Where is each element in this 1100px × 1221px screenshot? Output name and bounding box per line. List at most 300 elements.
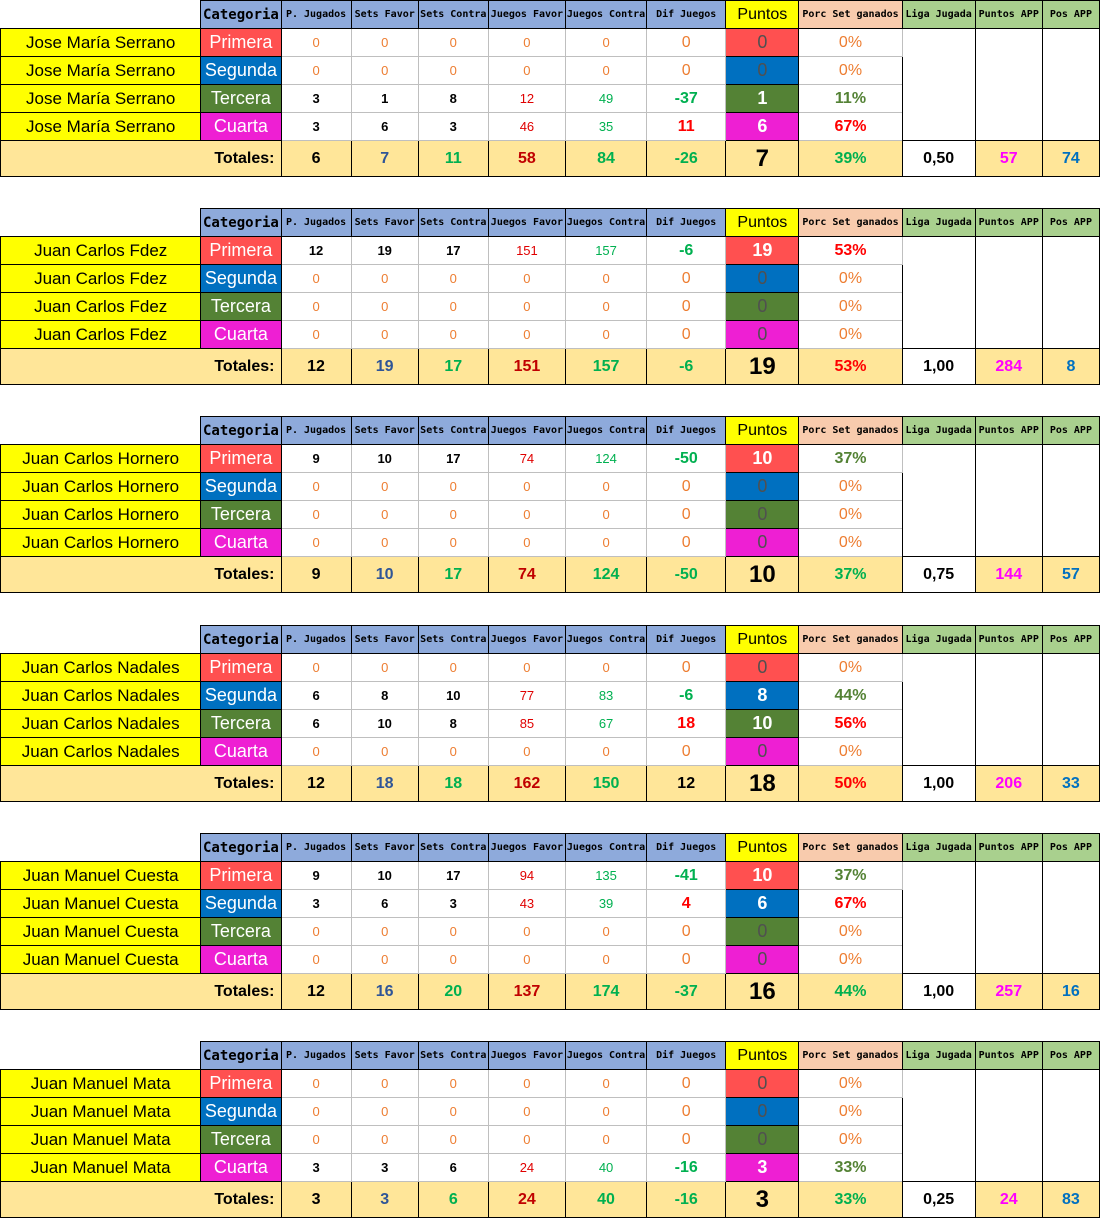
total-jc[interactable]: 157 xyxy=(565,349,646,385)
empty-cell-liga[interactable] xyxy=(902,862,975,974)
cell-pj[interactable]: 0 xyxy=(281,57,351,85)
player-name-cell[interactable]: Juan Manuel Mata xyxy=(1,1098,201,1126)
category-cell[interactable]: Tercera xyxy=(201,293,281,321)
cell-dif[interactable]: -6 xyxy=(647,237,726,265)
cell-dif[interactable]: 0 xyxy=(647,501,726,529)
total-papp[interactable]: 144 xyxy=(975,557,1042,593)
cell-dif[interactable]: 0 xyxy=(647,529,726,557)
cell-pts[interactable]: 0 xyxy=(726,265,799,293)
cell-jf[interactable]: 0 xyxy=(488,946,565,974)
cell-pj[interactable]: 9 xyxy=(281,445,351,473)
cell-jf[interactable]: 0 xyxy=(488,473,565,501)
cell-pts[interactable]: 6 xyxy=(726,890,799,918)
total-pj[interactable]: 9 xyxy=(281,557,351,593)
cell-jc[interactable]: 157 xyxy=(565,237,646,265)
cell-sf[interactable]: 0 xyxy=(351,946,418,974)
cell-pj[interactable]: 0 xyxy=(281,918,351,946)
cell-jf[interactable]: 0 xyxy=(488,918,565,946)
cell-pts[interactable]: 0 xyxy=(726,918,799,946)
total-jc[interactable]: 124 xyxy=(565,557,646,593)
total-jf[interactable]: 24 xyxy=(488,1182,565,1218)
total-pj[interactable]: 3 xyxy=(281,1182,351,1218)
category-cell[interactable]: Cuarta xyxy=(201,113,281,141)
cell-jc[interactable]: 35 xyxy=(565,113,646,141)
player-name-cell[interactable]: Juan Manuel Mata xyxy=(1,1154,201,1182)
cell-jf[interactable]: 0 xyxy=(488,654,565,682)
cell-pct[interactable]: 0% xyxy=(799,946,902,974)
player-name-cell[interactable]: Juan Manuel Mata xyxy=(1,1070,201,1098)
total-sf[interactable]: 19 xyxy=(351,349,418,385)
category-cell[interactable]: Segunda xyxy=(201,682,281,710)
cell-pj[interactable]: 0 xyxy=(281,293,351,321)
cell-pct[interactable]: 0% xyxy=(799,1126,902,1154)
total-liga[interactable]: 0,25 xyxy=(902,1182,975,1218)
cell-pct[interactable]: 0% xyxy=(799,57,902,85)
cell-pj[interactable]: 0 xyxy=(281,1098,351,1126)
category-cell[interactable]: Primera xyxy=(201,1070,281,1098)
cell-pts[interactable]: 0 xyxy=(726,1070,799,1098)
cell-jf[interactable]: 24 xyxy=(488,1154,565,1182)
player-name-cell[interactable]: Juan Carlos Fdez xyxy=(1,321,201,349)
total-dif[interactable]: -16 xyxy=(647,1182,726,1218)
empty-cell-pos[interactable] xyxy=(1042,862,1099,974)
category-cell[interactable]: Tercera xyxy=(201,710,281,738)
cell-pts[interactable]: 3 xyxy=(726,1154,799,1182)
empty-cell-liga[interactable] xyxy=(902,29,975,141)
cell-pj[interactable]: 0 xyxy=(281,946,351,974)
player-name-cell[interactable]: Juan Manuel Mata xyxy=(1,1126,201,1154)
total-jc[interactable]: 174 xyxy=(565,974,646,1010)
cell-pj[interactable]: 3 xyxy=(281,890,351,918)
total-sc[interactable]: 17 xyxy=(418,557,488,593)
cell-dif[interactable]: 0 xyxy=(647,57,726,85)
cell-dif[interactable]: 0 xyxy=(647,738,726,766)
total-papp[interactable]: 57 xyxy=(975,141,1042,177)
cell-pct[interactable]: 0% xyxy=(799,293,902,321)
cell-jc[interactable]: 0 xyxy=(565,1126,646,1154)
cell-pj[interactable]: 0 xyxy=(281,473,351,501)
cell-jf[interactable]: 0 xyxy=(488,265,565,293)
cell-jf[interactable]: 0 xyxy=(488,29,565,57)
total-pct[interactable]: 50% xyxy=(799,766,902,802)
cell-pct[interactable]: 0% xyxy=(799,473,902,501)
cell-pj[interactable]: 0 xyxy=(281,1070,351,1098)
total-dif[interactable]: -26 xyxy=(647,141,726,177)
total-jc[interactable]: 84 xyxy=(565,141,646,177)
cell-sc[interactable]: 0 xyxy=(418,473,488,501)
total-liga[interactable]: 1,00 xyxy=(902,349,975,385)
total-pct[interactable]: 39% xyxy=(799,141,902,177)
cell-jc[interactable]: 0 xyxy=(565,1098,646,1126)
cell-sc[interactable]: 17 xyxy=(418,237,488,265)
cell-jc[interactable]: 0 xyxy=(565,501,646,529)
cell-sc[interactable]: 0 xyxy=(418,738,488,766)
player-name-cell[interactable]: Juan Carlos Nadales xyxy=(1,738,201,766)
cell-pj[interactable]: 9 xyxy=(281,862,351,890)
total-jf[interactable]: 58 xyxy=(488,141,565,177)
cell-jc[interactable]: 0 xyxy=(565,946,646,974)
total-pct[interactable]: 33% xyxy=(799,1182,902,1218)
cell-pts[interactable]: 10 xyxy=(726,862,799,890)
cell-pct[interactable]: 67% xyxy=(799,890,902,918)
category-cell[interactable]: Cuarta xyxy=(201,738,281,766)
total-pj[interactable]: 12 xyxy=(281,974,351,1010)
total-dif[interactable]: 12 xyxy=(647,766,726,802)
category-cell[interactable]: Segunda xyxy=(201,57,281,85)
cell-sc[interactable]: 3 xyxy=(418,113,488,141)
cell-pts[interactable]: 10 xyxy=(726,710,799,738)
total-pj[interactable]: 6 xyxy=(281,141,351,177)
cell-sf[interactable]: 10 xyxy=(351,445,418,473)
cell-dif[interactable]: -16 xyxy=(647,1154,726,1182)
cell-sc[interactable]: 0 xyxy=(418,321,488,349)
cell-pts[interactable]: 0 xyxy=(726,1126,799,1154)
cell-pj[interactable]: 0 xyxy=(281,265,351,293)
total-sf[interactable]: 18 xyxy=(351,766,418,802)
player-name-cell[interactable]: Juan Carlos Nadales xyxy=(1,654,201,682)
cell-jc[interactable]: 0 xyxy=(565,738,646,766)
cell-pct[interactable]: 53% xyxy=(799,237,902,265)
cell-pj[interactable]: 0 xyxy=(281,529,351,557)
empty-cell-papp[interactable] xyxy=(975,29,1042,141)
cell-jf[interactable]: 12 xyxy=(488,85,565,113)
cell-pts[interactable]: 0 xyxy=(726,738,799,766)
cell-pts[interactable]: 0 xyxy=(726,654,799,682)
cell-jf[interactable]: 0 xyxy=(488,321,565,349)
category-cell[interactable]: Tercera xyxy=(201,918,281,946)
cell-jf[interactable]: 94 xyxy=(488,862,565,890)
cell-jc[interactable]: 0 xyxy=(565,654,646,682)
total-sc[interactable]: 11 xyxy=(418,141,488,177)
player-name-cell[interactable]: Juan Carlos Nadales xyxy=(1,710,201,738)
total-pos[interactable]: 74 xyxy=(1042,141,1099,177)
empty-cell-pos[interactable] xyxy=(1042,654,1099,766)
player-name-cell[interactable]: Jose María Serrano xyxy=(1,57,201,85)
category-cell[interactable]: Cuarta xyxy=(201,1154,281,1182)
cell-sf[interactable]: 0 xyxy=(351,29,418,57)
total-pct[interactable]: 37% xyxy=(799,557,902,593)
cell-sc[interactable]: 17 xyxy=(418,862,488,890)
total-sc[interactable]: 20 xyxy=(418,974,488,1010)
cell-jf[interactable]: 46 xyxy=(488,113,565,141)
total-pct[interactable]: 53% xyxy=(799,349,902,385)
cell-dif[interactable]: 0 xyxy=(647,321,726,349)
cell-pts[interactable]: 0 xyxy=(726,321,799,349)
cell-sc[interactable]: 0 xyxy=(418,29,488,57)
cell-jc[interactable]: 0 xyxy=(565,473,646,501)
cell-dif[interactable]: -50 xyxy=(647,445,726,473)
cell-sc[interactable]: 3 xyxy=(418,890,488,918)
cell-jc[interactable]: 0 xyxy=(565,293,646,321)
empty-cell-pos[interactable] xyxy=(1042,29,1099,141)
cell-dif[interactable]: 0 xyxy=(647,1098,726,1126)
cell-pts[interactable]: 0 xyxy=(726,946,799,974)
empty-cell-liga[interactable] xyxy=(902,237,975,349)
cell-dif[interactable]: -37 xyxy=(647,85,726,113)
category-cell[interactable]: Primera xyxy=(201,654,281,682)
cell-dif[interactable]: 18 xyxy=(647,710,726,738)
cell-pct[interactable]: 37% xyxy=(799,862,902,890)
cell-dif[interactable]: 0 xyxy=(647,654,726,682)
cell-pts[interactable]: 0 xyxy=(726,529,799,557)
cell-sf[interactable]: 0 xyxy=(351,654,418,682)
total-sc[interactable]: 17 xyxy=(418,349,488,385)
cell-pct[interactable]: 33% xyxy=(799,1154,902,1182)
total-pts[interactable]: 3 xyxy=(726,1182,799,1218)
total-liga[interactable]: 1,00 xyxy=(902,974,975,1010)
cell-pct[interactable]: 0% xyxy=(799,738,902,766)
cell-pj[interactable]: 0 xyxy=(281,1126,351,1154)
cell-pts[interactable]: 10 xyxy=(726,445,799,473)
cell-pct[interactable]: 0% xyxy=(799,501,902,529)
cell-sf[interactable]: 6 xyxy=(351,890,418,918)
cell-sc[interactable]: 17 xyxy=(418,445,488,473)
cell-sf[interactable]: 10 xyxy=(351,710,418,738)
cell-pct[interactable]: 11% xyxy=(799,85,902,113)
total-jf[interactable]: 151 xyxy=(488,349,565,385)
cell-sf[interactable]: 6 xyxy=(351,113,418,141)
category-cell[interactable]: Primera xyxy=(201,445,281,473)
total-sf[interactable]: 16 xyxy=(351,974,418,1010)
category-cell[interactable]: Segunda xyxy=(201,890,281,918)
total-jc[interactable]: 40 xyxy=(565,1182,646,1218)
player-name-cell[interactable]: Juan Carlos Hornero xyxy=(1,501,201,529)
total-liga[interactable]: 0,50 xyxy=(902,141,975,177)
cell-sc[interactable]: 0 xyxy=(418,501,488,529)
cell-jf[interactable]: 0 xyxy=(488,57,565,85)
cell-sf[interactable]: 0 xyxy=(351,473,418,501)
cell-sc[interactable]: 0 xyxy=(418,265,488,293)
total-dif[interactable]: -37 xyxy=(647,974,726,1010)
category-cell[interactable]: Primera xyxy=(201,237,281,265)
cell-jc[interactable]: 0 xyxy=(565,918,646,946)
cell-sc[interactable]: 0 xyxy=(418,946,488,974)
cell-sf[interactable]: 19 xyxy=(351,237,418,265)
cell-sf[interactable]: 0 xyxy=(351,738,418,766)
total-pts[interactable]: 19 xyxy=(726,349,799,385)
cell-pj[interactable]: 3 xyxy=(281,113,351,141)
cell-pct[interactable]: 56% xyxy=(799,710,902,738)
player-name-cell[interactable]: Juan Carlos Nadales xyxy=(1,682,201,710)
total-liga[interactable]: 0,75 xyxy=(902,557,975,593)
empty-cell-liga[interactable] xyxy=(902,445,975,557)
cell-pts[interactable]: 0 xyxy=(726,293,799,321)
empty-cell-pos[interactable] xyxy=(1042,445,1099,557)
cell-pts[interactable]: 1 xyxy=(726,85,799,113)
cell-pct[interactable]: 0% xyxy=(799,1070,902,1098)
empty-cell-pos[interactable] xyxy=(1042,1070,1099,1182)
player-name-cell[interactable]: Juan Carlos Fdez xyxy=(1,237,201,265)
cell-pct[interactable]: 0% xyxy=(799,918,902,946)
category-cell[interactable]: Cuarta xyxy=(201,529,281,557)
total-pts[interactable]: 7 xyxy=(726,141,799,177)
cell-sc[interactable]: 10 xyxy=(418,682,488,710)
cell-dif[interactable]: 0 xyxy=(647,473,726,501)
cell-sc[interactable]: 6 xyxy=(418,1154,488,1182)
cell-sf[interactable]: 3 xyxy=(351,1154,418,1182)
category-cell[interactable]: Tercera xyxy=(201,85,281,113)
category-cell[interactable]: Primera xyxy=(201,29,281,57)
cell-sf[interactable]: 0 xyxy=(351,918,418,946)
total-papp[interactable]: 24 xyxy=(975,1182,1042,1218)
total-sc[interactable]: 18 xyxy=(418,766,488,802)
category-cell[interactable]: Cuarta xyxy=(201,946,281,974)
cell-pj[interactable]: 0 xyxy=(281,29,351,57)
cell-sc[interactable]: 0 xyxy=(418,1070,488,1098)
cell-sf[interactable]: 0 xyxy=(351,1070,418,1098)
empty-cell-liga[interactable] xyxy=(902,1070,975,1182)
player-name-cell[interactable]: Juan Manuel Cuesta xyxy=(1,946,201,974)
cell-jf[interactable]: 0 xyxy=(488,1070,565,1098)
total-papp[interactable]: 257 xyxy=(975,974,1042,1010)
cell-dif[interactable]: -6 xyxy=(647,682,726,710)
cell-pts[interactable]: 0 xyxy=(726,57,799,85)
cell-sf[interactable]: 0 xyxy=(351,501,418,529)
empty-cell-papp[interactable] xyxy=(975,237,1042,349)
cell-sc[interactable]: 0 xyxy=(418,293,488,321)
player-name-cell[interactable]: Jose María Serrano xyxy=(1,85,201,113)
player-name-cell[interactable]: Juan Carlos Fdez xyxy=(1,265,201,293)
cell-sf[interactable]: 0 xyxy=(351,293,418,321)
cell-sc[interactable]: 0 xyxy=(418,1126,488,1154)
cell-pts[interactable]: 6 xyxy=(726,113,799,141)
total-papp[interactable]: 206 xyxy=(975,766,1042,802)
cell-jc[interactable]: 67 xyxy=(565,710,646,738)
cell-sf[interactable]: 1 xyxy=(351,85,418,113)
cell-jc[interactable]: 40 xyxy=(565,1154,646,1182)
player-name-cell[interactable]: Juan Carlos Hornero xyxy=(1,529,201,557)
category-cell[interactable]: Tercera xyxy=(201,501,281,529)
cell-pct[interactable]: 0% xyxy=(799,29,902,57)
cell-pct[interactable]: 0% xyxy=(799,321,902,349)
total-dif[interactable]: -6 xyxy=(647,349,726,385)
total-pos[interactable]: 33 xyxy=(1042,766,1099,802)
player-name-cell[interactable]: Juan Manuel Cuesta xyxy=(1,862,201,890)
cell-pct[interactable]: 0% xyxy=(799,529,902,557)
cell-jc[interactable]: 83 xyxy=(565,682,646,710)
empty-cell-papp[interactable] xyxy=(975,445,1042,557)
empty-cell-papp[interactable] xyxy=(975,862,1042,974)
cell-pts[interactable]: 0 xyxy=(726,501,799,529)
cell-jc[interactable]: 0 xyxy=(565,57,646,85)
cell-jc[interactable]: 39 xyxy=(565,890,646,918)
cell-pj[interactable]: 6 xyxy=(281,710,351,738)
total-jc[interactable]: 150 xyxy=(565,766,646,802)
cell-pts[interactable]: 0 xyxy=(726,473,799,501)
cell-pj[interactable]: 0 xyxy=(281,738,351,766)
cell-jc[interactable]: 0 xyxy=(565,1070,646,1098)
total-dif[interactable]: -50 xyxy=(647,557,726,593)
total-pos[interactable]: 57 xyxy=(1042,557,1099,593)
total-pts[interactable]: 10 xyxy=(726,557,799,593)
cell-sc[interactable]: 0 xyxy=(418,529,488,557)
cell-pct[interactable]: 0% xyxy=(799,265,902,293)
total-pos[interactable]: 16 xyxy=(1042,974,1099,1010)
cell-jf[interactable]: 0 xyxy=(488,1098,565,1126)
empty-cell-papp[interactable] xyxy=(975,654,1042,766)
cell-pj[interactable]: 12 xyxy=(281,237,351,265)
cell-dif[interactable]: 4 xyxy=(647,890,726,918)
total-sf[interactable]: 3 xyxy=(351,1182,418,1218)
cell-pj[interactable]: 0 xyxy=(281,654,351,682)
cell-sf[interactable]: 0 xyxy=(351,321,418,349)
cell-sc[interactable]: 0 xyxy=(418,918,488,946)
cell-jf[interactable]: 0 xyxy=(488,738,565,766)
cell-dif[interactable]: -41 xyxy=(647,862,726,890)
cell-sf[interactable]: 0 xyxy=(351,57,418,85)
cell-jf[interactable]: 43 xyxy=(488,890,565,918)
total-pj[interactable]: 12 xyxy=(281,766,351,802)
cell-dif[interactable]: 0 xyxy=(647,293,726,321)
total-jf[interactable]: 74 xyxy=(488,557,565,593)
total-pts[interactable]: 16 xyxy=(726,974,799,1010)
category-cell[interactable]: Segunda xyxy=(201,473,281,501)
cell-pct[interactable]: 0% xyxy=(799,654,902,682)
cell-jc[interactable]: 0 xyxy=(565,265,646,293)
category-cell[interactable]: Cuarta xyxy=(201,321,281,349)
total-jf[interactable]: 137 xyxy=(488,974,565,1010)
cell-pts[interactable]: 19 xyxy=(726,237,799,265)
empty-cell-papp[interactable] xyxy=(975,1070,1042,1182)
player-name-cell[interactable]: Juan Manuel Cuesta xyxy=(1,890,201,918)
cell-pj[interactable]: 3 xyxy=(281,1154,351,1182)
player-name-cell[interactable]: Juan Carlos Hornero xyxy=(1,473,201,501)
cell-jf[interactable]: 0 xyxy=(488,529,565,557)
cell-pts[interactable]: 0 xyxy=(726,1098,799,1126)
category-cell[interactable]: Segunda xyxy=(201,265,281,293)
player-name-cell[interactable]: Jose María Serrano xyxy=(1,29,201,57)
cell-sf[interactable]: 0 xyxy=(351,1126,418,1154)
cell-jc[interactable]: 0 xyxy=(565,321,646,349)
empty-cell-liga[interactable] xyxy=(902,654,975,766)
cell-pct[interactable]: 0% xyxy=(799,1098,902,1126)
cell-jf[interactable]: 85 xyxy=(488,710,565,738)
cell-jf[interactable]: 74 xyxy=(488,445,565,473)
cell-pj[interactable]: 0 xyxy=(281,321,351,349)
total-sf[interactable]: 7 xyxy=(351,141,418,177)
cell-jf[interactable]: 0 xyxy=(488,1126,565,1154)
cell-pj[interactable]: 0 xyxy=(281,501,351,529)
cell-jc[interactable]: 135 xyxy=(565,862,646,890)
cell-jc[interactable]: 124 xyxy=(565,445,646,473)
cell-sc[interactable]: 8 xyxy=(418,85,488,113)
cell-dif[interactable]: 0 xyxy=(647,1126,726,1154)
total-pts[interactable]: 18 xyxy=(726,766,799,802)
cell-jf[interactable]: 0 xyxy=(488,501,565,529)
cell-sc[interactable]: 0 xyxy=(418,654,488,682)
category-cell[interactable]: Tercera xyxy=(201,1126,281,1154)
cell-dif[interactable]: 11 xyxy=(647,113,726,141)
total-sf[interactable]: 10 xyxy=(351,557,418,593)
cell-dif[interactable]: 0 xyxy=(647,265,726,293)
player-name-cell[interactable]: Jose María Serrano xyxy=(1,113,201,141)
cell-pj[interactable]: 6 xyxy=(281,682,351,710)
cell-pts[interactable]: 0 xyxy=(726,29,799,57)
cell-sf[interactable]: 0 xyxy=(351,1098,418,1126)
total-papp[interactable]: 284 xyxy=(975,349,1042,385)
total-liga[interactable]: 1,00 xyxy=(902,766,975,802)
player-name-cell[interactable]: Juan Carlos Fdez xyxy=(1,293,201,321)
cell-sf[interactable]: 0 xyxy=(351,265,418,293)
empty-cell-pos[interactable] xyxy=(1042,237,1099,349)
cell-pct[interactable]: 44% xyxy=(799,682,902,710)
cell-dif[interactable]: 0 xyxy=(647,918,726,946)
total-jf[interactable]: 162 xyxy=(488,766,565,802)
cell-jc[interactable]: 0 xyxy=(565,29,646,57)
cell-sc[interactable]: 0 xyxy=(418,57,488,85)
player-name-cell[interactable]: Juan Manuel Cuesta xyxy=(1,918,201,946)
cell-pts[interactable]: 8 xyxy=(726,682,799,710)
